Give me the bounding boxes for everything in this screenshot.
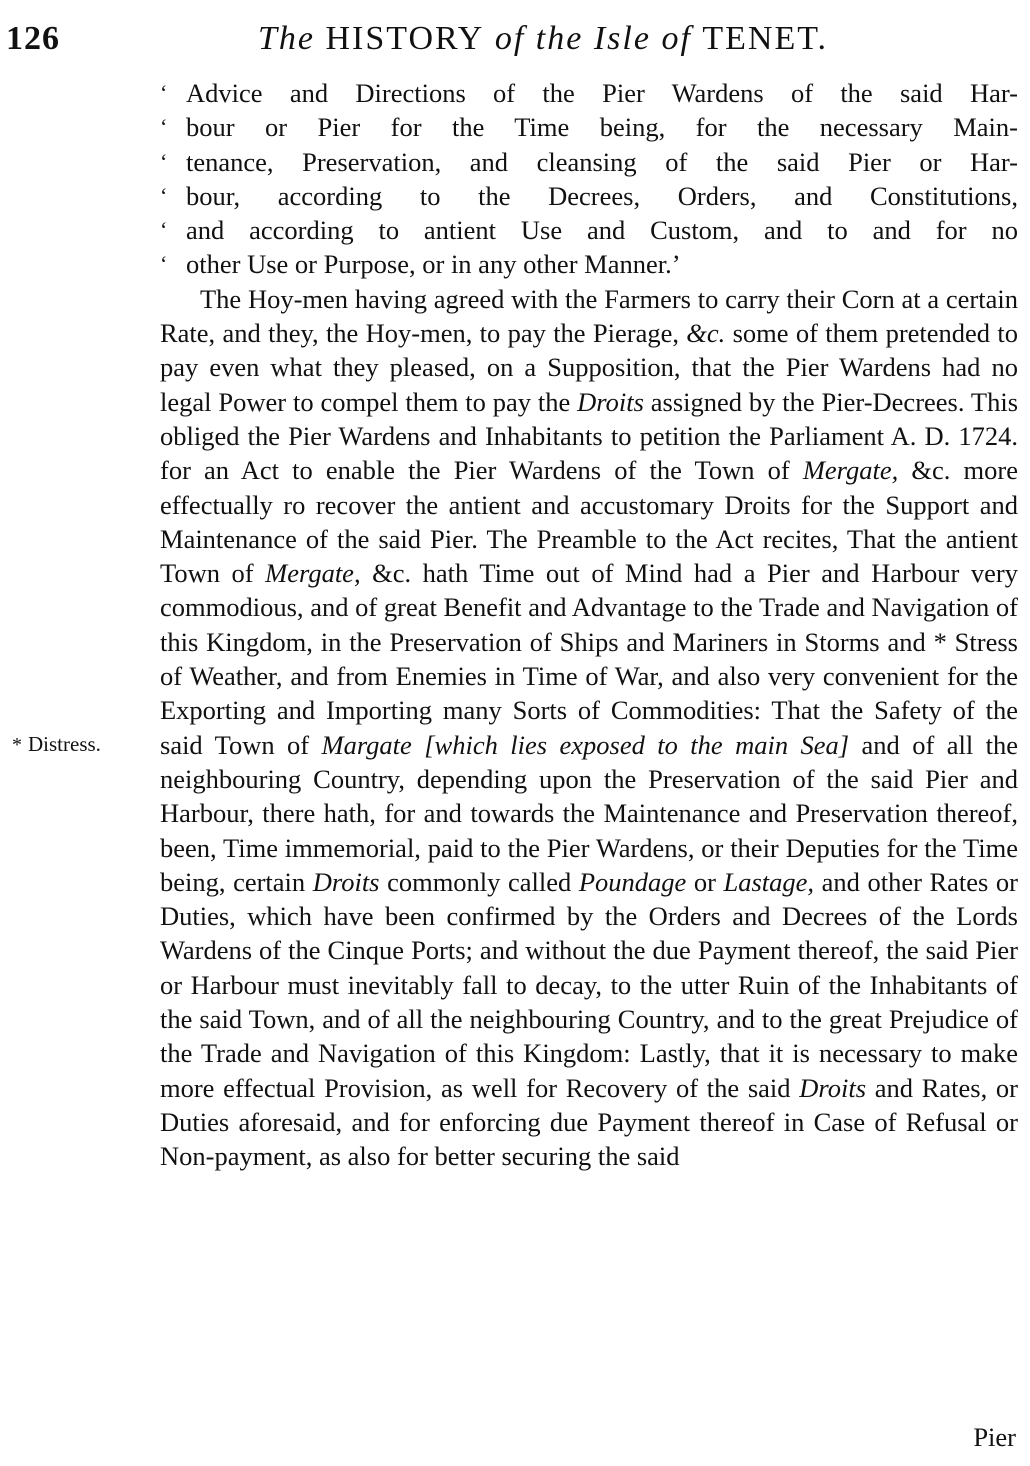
quote-line-text: and according to antient Use and Custom, and to and for no	[186, 215, 1018, 246]
margin-note-marker: *	[12, 734, 22, 756]
italic-run: [which lies exposed to the main Sea]	[411, 729, 850, 760]
quote-mark: ‘	[160, 114, 168, 140]
italic-run: Margate	[321, 729, 412, 760]
italic-run: &c.	[686, 318, 726, 349]
main-paragraph	[160, 282, 1018, 1174]
running-head-isle: Isle	[593, 20, 651, 57]
quote-line-text: tenance, Preservation, and cleansing of the said Pier or Har-	[186, 146, 1018, 177]
quote-mark: ‘	[160, 251, 168, 277]
text-run: and other Rates or Duties, which have been confirmed by the Orders and Decrees of the Lords Wardens of the Cinque Ports; and without the due Payment thereof, the said Pier or Harbour must inevitably fall to decay, to the utter Ruin of the Inhabitants of the said Town, and of all the neighbouring Country, and to the great Prejudice of the Trade and Navigation of this Kingdom: Lastly, that it is necessary to make more effectual Provision, as well for Recovery of the said	[160, 866, 1018, 1103]
text-run: commonly called	[379, 866, 579, 897]
running-head-tenet: TENET.	[702, 20, 828, 57]
italic-run: Droits	[312, 866, 380, 897]
quote-line-text: bour, according to the Decrees, Orders, and Constitutions,	[186, 180, 1018, 211]
text-run: and Rates, or Duties aforesaid, and for enforcing due Payment thereof in Case of Refusal or Non-payment, as also for better securing the said	[160, 1072, 1019, 1172]
body-text	[160, 76, 1018, 1174]
italic-run: Droits	[577, 386, 644, 417]
quote-line	[160, 247, 1018, 281]
quote-line-text: other Use or Purpose, or in any other Manner.’	[186, 249, 681, 280]
margin-note-text: Distress.	[28, 732, 101, 756]
text-run: or	[686, 866, 724, 897]
quote-line	[160, 213, 1018, 247]
quote-line	[160, 145, 1018, 179]
running-head-of: of	[650, 20, 703, 57]
text-run: The Hoy-men having agreed with the Farmers to carry their Corn at a certain Rate, and they, the Hoy-men, to pay the Pierage,	[160, 283, 1018, 349]
quote-mark: ‘	[160, 182, 168, 208]
catchword: Pier	[973, 1422, 1016, 1452]
italic-run: Mergate,	[802, 455, 899, 486]
italic-run: Mergate,	[265, 558, 361, 589]
running-head-the: The	[258, 20, 326, 57]
text-run: &c. hath Time out of Mind had a Pier and Harbour very commodious, and of great Benefit and Advantage to the Trade and Navigation of this Kingdom, in the Preservation of Ships and Mariners in Storms and * Stress of Weather, and from Enemies in Time of War, and also very convenient for the Exporting and Importing many Sorts of Commodities: That the Safety of the said Town of	[160, 558, 1018, 760]
italic-run: Lastage,	[723, 866, 815, 897]
quote-line-text: bour or Pier for the Time being, for the necessary Main-	[186, 112, 1018, 143]
page-number: 126	[6, 20, 60, 57]
text-run: assigned by the Pier-Decrees. This obliged the Pier Wardens and Inhabitants to petition the Parliament A. D. 1724. for an Act to enable the Pier Wardens of the Town of	[160, 386, 1019, 486]
italic-run: Droits	[799, 1072, 867, 1103]
quote-mark: ‘	[160, 217, 168, 243]
quote-line	[160, 110, 1018, 144]
margin-note	[12, 732, 101, 757]
quote-mark: ‘	[160, 80, 168, 105]
running-head-history: HISTORY	[325, 20, 485, 57]
quote-mark: ‘	[160, 148, 168, 174]
quote-line	[160, 179, 1018, 213]
running-head	[258, 20, 828, 58]
page-header	[0, 18, 1030, 68]
italic-run: Poundage	[578, 866, 687, 897]
text-run: some of them pretended to pay even what they pleased, on a Supposition, that the Pier Wardens had no legal Power to compel them to pay the	[160, 318, 1018, 417]
quoted-passage	[160, 76, 1018, 282]
text-run: and of all the neighbouring Country, depending upon the Preservation of the said Pier and Harbour, there hath, for and towards the Maintenance and Preservation thereof, been, Time immemorial, paid to the Pier Wardens, or their Deputies for the Time being, certain	[160, 729, 1018, 897]
running-head-of-the: of the	[484, 20, 594, 57]
quote-line	[160, 76, 1018, 110]
quote-line-text: Advice and Directions of the Pier Wardens of the said Har-	[186, 78, 1018, 108]
text-run: &c. more effectually ro recover the antient and accustomary Droits for the Support and Maintenance of the said Pier. The Preamble to the Act recites, That the antient Town of	[160, 455, 1018, 589]
